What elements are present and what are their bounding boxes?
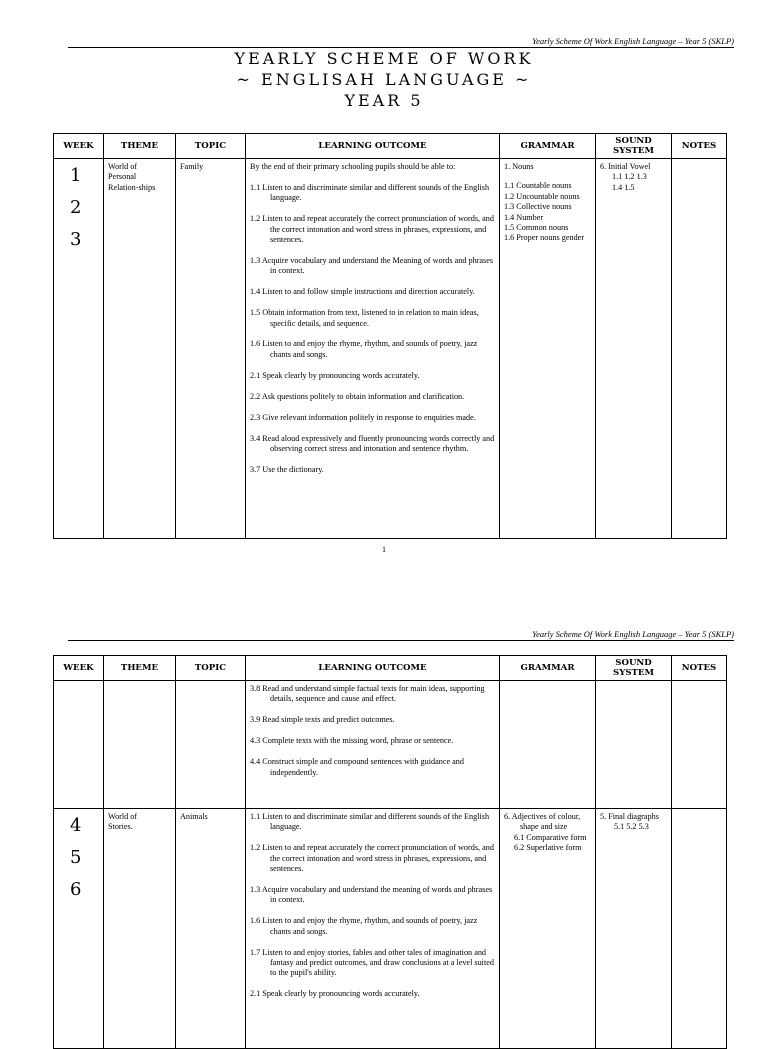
page-number: 1 (382, 545, 386, 554)
notes-cell (672, 809, 727, 1049)
outcome-item: 3.9 Read simple texts and predict outcomes. (250, 715, 395, 725)
outcome-item: 2.1 Speak clearly by pronouncing words accurately. (250, 989, 420, 999)
col-week: WEEK (54, 656, 104, 681)
col-system-label: SYSTEM (612, 668, 654, 678)
col-sound-label: SOUND (615, 658, 652, 668)
week-number: 4 (70, 815, 82, 836)
grammar-item: 1. Nouns (504, 162, 534, 171)
week-number: 6 (70, 879, 82, 900)
week-number: 2 (70, 197, 82, 218)
outcome-item: 1.7 Listen to and enjoy stories, fables and other tales of imagination and fantasy and predict outcomes, and draw conclusions at a level suited to the pupil's ability. (250, 947, 494, 978)
scheme-table-page-2 (53, 655, 727, 1049)
grammar-item: 1.2 Uncountable nouns (504, 191, 580, 201)
col-learning-outcome: LEARNING OUTCOME (246, 134, 500, 159)
col-theme: THEME (104, 656, 176, 681)
outcome-item: 1.6 Listen to and enjoy the rhyme, rhythm, and sounds of poetry, jazz chants and songs. (250, 339, 478, 359)
col-sound-system (596, 134, 672, 159)
outcome-item: 2.2 Ask questions politely to obtain information and clarification. (250, 391, 465, 401)
col-notes: NOTES (672, 134, 727, 159)
grammar-cell (500, 681, 596, 809)
learning-outcome-cell (246, 809, 500, 1049)
outcome-item: 1.1 Listen to and discriminate similar and different sounds of the English language. (250, 182, 490, 203)
grammar-item: 6.1 Comparative form (514, 832, 587, 842)
grammar-cell (500, 159, 596, 539)
title-line-2: ~ ENGLISAH LANGUAGE ~ (236, 70, 532, 89)
theme-cell (104, 159, 176, 539)
col-system-label: SYSTEM (612, 146, 654, 156)
theme-text: Stories. (108, 822, 133, 832)
header-rule (68, 640, 734, 641)
grammar-item: 1.3 Collective nouns (504, 202, 572, 212)
col-learning-outcome: LEARNING OUTCOME (246, 656, 500, 681)
table-row (54, 681, 727, 809)
col-theme: THEME (104, 134, 176, 159)
table-header-row (54, 134, 727, 159)
theme-text: Relation-ships (108, 182, 156, 192)
theme-cell (104, 681, 176, 809)
sound-system-cell (596, 681, 672, 809)
sound-system-item: 1.1 1.2 1.3 (612, 172, 647, 182)
col-sound-system (596, 656, 672, 681)
outcome-intro: By the end of their primary schooling pupils should be able to: (250, 162, 456, 171)
col-week: WEEK (54, 134, 104, 159)
document-title (0, 48, 768, 111)
col-sound-label: SOUND (615, 136, 652, 146)
grammar-item: 1.6 Proper nouns gender (504, 233, 585, 243)
title-line-1: YEARLY SCHEME OF WORK (234, 49, 534, 68)
learning-outcome-cell (246, 681, 500, 809)
week-number: 1 (70, 165, 82, 186)
week-cell (54, 809, 104, 1049)
outcome-item: 1.2 Listen to and repeat accurately the correct pronunciation of words, and the correct intonation and word stress in phrases, expressions, and sentences. (250, 843, 494, 874)
topic-cell (176, 681, 246, 809)
table-header-row (54, 656, 727, 681)
title-line-3: YEAR 5 (344, 91, 424, 110)
outcome-item: 2.1 Speak clearly by pronouncing words accurately. (250, 370, 420, 380)
outcome-item: 3.7 Use the dictionary. (250, 464, 324, 474)
outcome-item: 1.3 Acquire vocabulary and understand the meaning of words and phrases in context. (250, 885, 493, 905)
col-notes: NOTES (672, 656, 727, 681)
outcome-item: 3.8 Read and understand simple factual texts for main ideas, supporting details, sequence and cause and effect. (250, 684, 485, 704)
running-header: Yearly Scheme Of Work English Language – Year 5 (SKLP) (532, 36, 734, 46)
outcome-item: 1.5 Obtain information from text, listened to in relation to main ideas, specific details, and sequence. (250, 308, 479, 328)
col-topic: TOPIC (176, 656, 246, 681)
grammar-item: 1.1 Countable nouns (504, 181, 572, 191)
outcome-item: 4.4 Construct simple and compound sentences with guidance and independently. (250, 757, 464, 777)
outcome-item: 2.3 Give relevant information politely in response to enquiries made. (250, 412, 476, 422)
sound-system-item: 1.4 1.5 (612, 182, 635, 192)
theme-cell (104, 809, 176, 1049)
col-grammar: GRAMMAR (500, 656, 596, 681)
col-topic: TOPIC (176, 134, 246, 159)
running-header: Yearly Scheme Of Work English Language – Year 5 (SKLP) (532, 629, 734, 639)
topic-cell: Family (176, 159, 246, 539)
outcome-item: 4.3 Complete texts with the missing word, phrase or sentence. (250, 736, 454, 746)
theme-text: Personal (108, 172, 137, 182)
scheme-table-page-1 (53, 133, 727, 539)
outcome-item: 1.4 Listen to and follow simple instructions and direction accurately. (250, 287, 475, 297)
outcome-item: 1.6 Listen to and enjoy the rhyme, rhythm, and sounds of poetry, jazz chants and songs. (250, 916, 478, 936)
grammar-item: 6.2 Superlative form (514, 843, 582, 853)
week-number: 3 (70, 229, 82, 250)
sound-system-cell (596, 809, 672, 1049)
theme-text: World of (108, 162, 138, 171)
outcome-item: 3.4 Read aloud expressively and fluently pronouncing words correctly and observing correct stress and intonation and sentence rhythm. (250, 433, 495, 453)
col-grammar: GRAMMAR (500, 134, 596, 159)
learning-outcome-cell (246, 159, 500, 539)
topic-cell: Animals (176, 809, 246, 1049)
grammar-cell (500, 809, 596, 1049)
outcome-item: 1.2 Listen to and repeat accurately the correct pronunciation of words, and the correct intonation and word stress in phrases, expressions, and sentences. (250, 214, 494, 245)
table-row (54, 809, 727, 1049)
table-row (54, 159, 727, 539)
outcome-item: 1.3 Acquire vocabulary and understand the Meaning of words and phrases in context. (250, 255, 494, 276)
outcome-item: 1.1 Listen to and discriminate similar and different sounds of the English language. (250, 812, 490, 832)
grammar-item: 6. Adjectives of colour, shape and size (504, 812, 581, 832)
notes-cell (672, 159, 727, 539)
week-cell (54, 681, 104, 809)
sound-system-item: 5. Final diagraphs (600, 812, 659, 821)
notes-cell (672, 681, 727, 809)
grammar-item: 1.4 Number (504, 212, 544, 222)
sound-system-item: 5.1 5.2 5.3 (614, 822, 649, 832)
grammar-item: 1.5 Common nouns (504, 223, 569, 233)
week-cell (54, 159, 104, 539)
sound-system-cell (596, 159, 672, 539)
week-number: 5 (70, 847, 82, 868)
theme-text: World of (108, 812, 138, 821)
sound-system-item: 6. Initial Vowel (600, 162, 651, 171)
